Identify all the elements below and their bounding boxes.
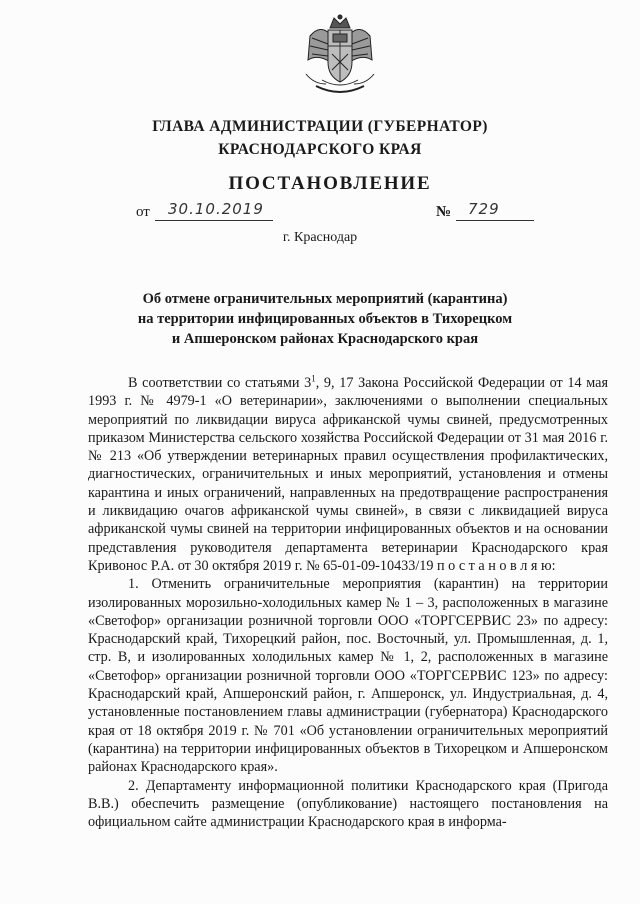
coat-of-arms-emblem	[300, 14, 380, 100]
number-underline	[456, 220, 534, 221]
number-value: 729	[468, 200, 500, 218]
issuer-title-line2: КРАСНОДАРСКОГО КРАЯ	[218, 141, 422, 158]
title-line: Об отмене ограничительных мероприятий (карантина)	[142, 291, 508, 307]
paragraph-preamble	[88, 374, 608, 575]
document-title	[90, 289, 560, 349]
number-prefix: №	[436, 204, 452, 220]
document-body	[88, 374, 608, 831]
preamble-text-start: В соответствии со статьями 3	[128, 375, 312, 391]
preamble-text-rest: , 9, 17 Закона Российской Федерации от 14 мая 1993 г. № 4979-1 «О ветеринарии», заключениями о выполнении специальных мероприятий по ликвидации вируса африканской чумы свиней, предусмотренных приказом Министерства сельского хозяйства Российской Федерации от 31 мая 2016 г. № 213 «Об утверждении ветеринарных правил осуществления профилактических, диагностических, ограничительных и иных мероприятий, установления и отмены карантина и иных ограничений, направленных на предотвращение распространения и ликвидацию очагов африканской чумы свиней», в связи с ликвидацией вируса африканской чумы свиней на территории инфицированных объектов и на основании представления руководителя департамента ветеринарии Краснодарского края Кривонос Р.А. от 30 октября 2019 г. № 65-01-09-10433/19 п о с т а н о в л я ю:	[88, 375, 608, 574]
date-prefix: от	[136, 204, 150, 220]
city-label: г. Краснодар	[282, 230, 358, 245]
issuer-title-line1: ГЛАВА АДМИНИСТРАЦИИ (ГУБЕРНАТОР)	[152, 118, 488, 135]
document-type: ПОСТАНОВЛЕНИЕ	[228, 173, 432, 194]
paragraph-item-1: 1. Отменить ограничительные мероприятия (карантин) на территории изолированных морозильно-холодильных камер № 1 – 3, расположенных в магазине «Светофор» организации розничной торговли ООО «ТОРГСЕРВИС 23» по адресу: Краснодарский край, Тихорецкий район, пос. Восточный, ул. Промышленная, д. 1, стр. В, и изолированных холодильных камер № 1, 2, расположенных в магазине «Светофор» организации розничной торговли ООО «ТОРГСЕРВИС 123» по адресу: Краснодарский край, Апшеронский район, г. Апшеронск, ул. Индустриальная, д. 4, установленные постановлением главы администрации (губернатора) Краснодарского края от 18 октября 2019 г. № 701 «Об установлении ограничительных мероприятий (карантина) на территории инфицированных объектов в Тихорецком и Апшеронском районах Краснодарского края».	[88, 576, 608, 776]
date-underline	[155, 220, 273, 221]
date-value: 30.10.2019	[168, 200, 264, 218]
title-line: и Апшеронском районах Краснодарского края	[171, 331, 479, 347]
article-superscript: 1	[311, 373, 316, 384]
paragraph-item-2: 2. Департаменту информационной политики Краснодарского края (Пригода В.В.) обеспечить размещение (опубликование) настоящего постановления на официальном сайте администрации Краснодарского края в информа-	[88, 777, 608, 831]
title-line: на территории инфицированных объектов в Тихорецком	[137, 311, 513, 327]
